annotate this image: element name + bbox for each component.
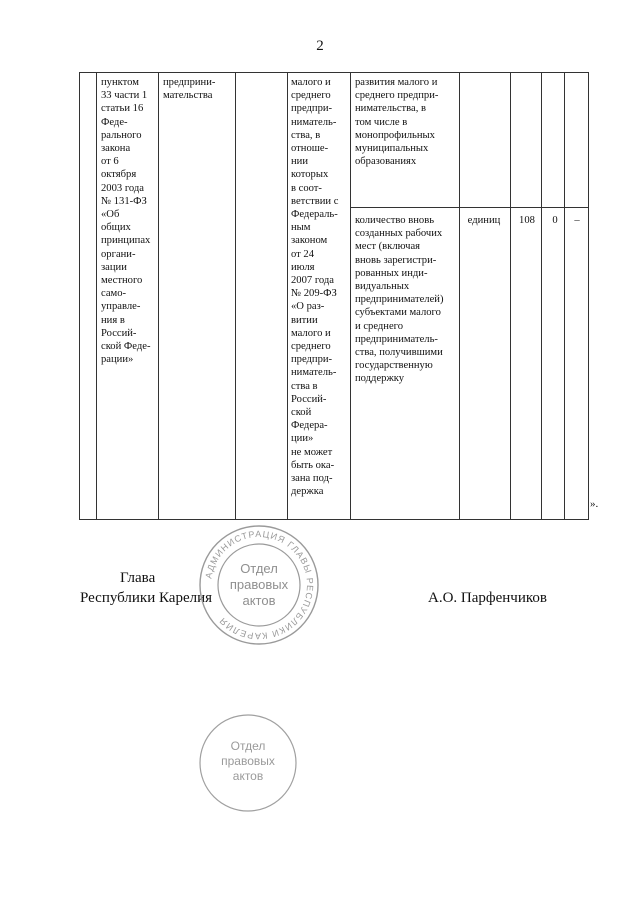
col-border bbox=[541, 72, 542, 520]
page-number: 2 bbox=[316, 38, 324, 54]
signature-name: А.О. Парфенчиков bbox=[428, 590, 547, 606]
signature-title-line2: Республики Карелия bbox=[80, 590, 213, 606]
cell-value-2: 0 bbox=[552, 215, 558, 226]
cell-goal: развития малого и среднего предпри- нимательства, в том числе в монопрофильных муниципальных образованиях bbox=[355, 77, 439, 168]
svg-text:правовых: правовых bbox=[229, 577, 289, 592]
col-border bbox=[350, 72, 351, 520]
col-border bbox=[79, 72, 80, 520]
closing-quote: ». bbox=[590, 498, 599, 510]
cell-legal-basis: пунктом 33 части 1 статьи 16 Феде- рального закона от 6 октября 2003 года № 131-ФЗ «Об общих принципах органи- зации местного само- управле- ния в Россий- ской Феде- рации» bbox=[101, 77, 151, 366]
col-border bbox=[158, 72, 159, 520]
svg-text:Отдел: Отдел bbox=[240, 561, 278, 576]
col-border bbox=[564, 72, 565, 520]
cell-unit: единиц bbox=[467, 215, 501, 226]
svg-text:Отдел: Отдел bbox=[230, 739, 266, 753]
svg-text:актов: актов bbox=[232, 769, 264, 783]
cell-recipients: предприни- мательства bbox=[163, 77, 216, 102]
cell-conditions: малого и среднего предпри- ниматель- ства, в отноше- нии которых в соот- ветствии с Федераль- ным законом от 24 июля 2007 года № 209-ФЗ «О раз- витии малого и среднего предпри- ниматель- ства в Россий- ской Федера- ции» не может быть ока- зана под- держка bbox=[291, 77, 339, 498]
col-border bbox=[96, 72, 97, 520]
cell-value-1: 108 bbox=[519, 215, 535, 226]
cell-indicator: количество вновь созданных рабочих мест (включая вновь зарегистри- рованных инди- видуальных предпринимателей) субъектами малого и среднего предприниматель- ства, получившими государственную поддержку bbox=[355, 215, 444, 385]
table-bottom-border bbox=[79, 519, 589, 520]
col-border bbox=[510, 72, 511, 520]
col-border bbox=[588, 72, 589, 520]
cell-value-3: – bbox=[574, 215, 580, 226]
secondary-stamp bbox=[197, 712, 299, 814]
row-divider bbox=[350, 207, 589, 208]
svg-text:актов: актов bbox=[242, 593, 276, 608]
table-top-border bbox=[79, 72, 589, 73]
svg-text:правовых: правовых bbox=[221, 754, 275, 768]
signature-title-line1: Глава bbox=[120, 570, 156, 586]
official-stamp bbox=[197, 523, 321, 647]
col-border bbox=[287, 72, 288, 520]
col-border bbox=[235, 72, 236, 520]
svg-text:АДМИНИСТРАЦИЯ ГЛАВЫ РЕСПУБЛИКИ: АДМИНИСТРАЦИЯ ГЛАВЫ РЕСПУБЛИКИ КАРЕЛИЯ bbox=[203, 528, 316, 642]
